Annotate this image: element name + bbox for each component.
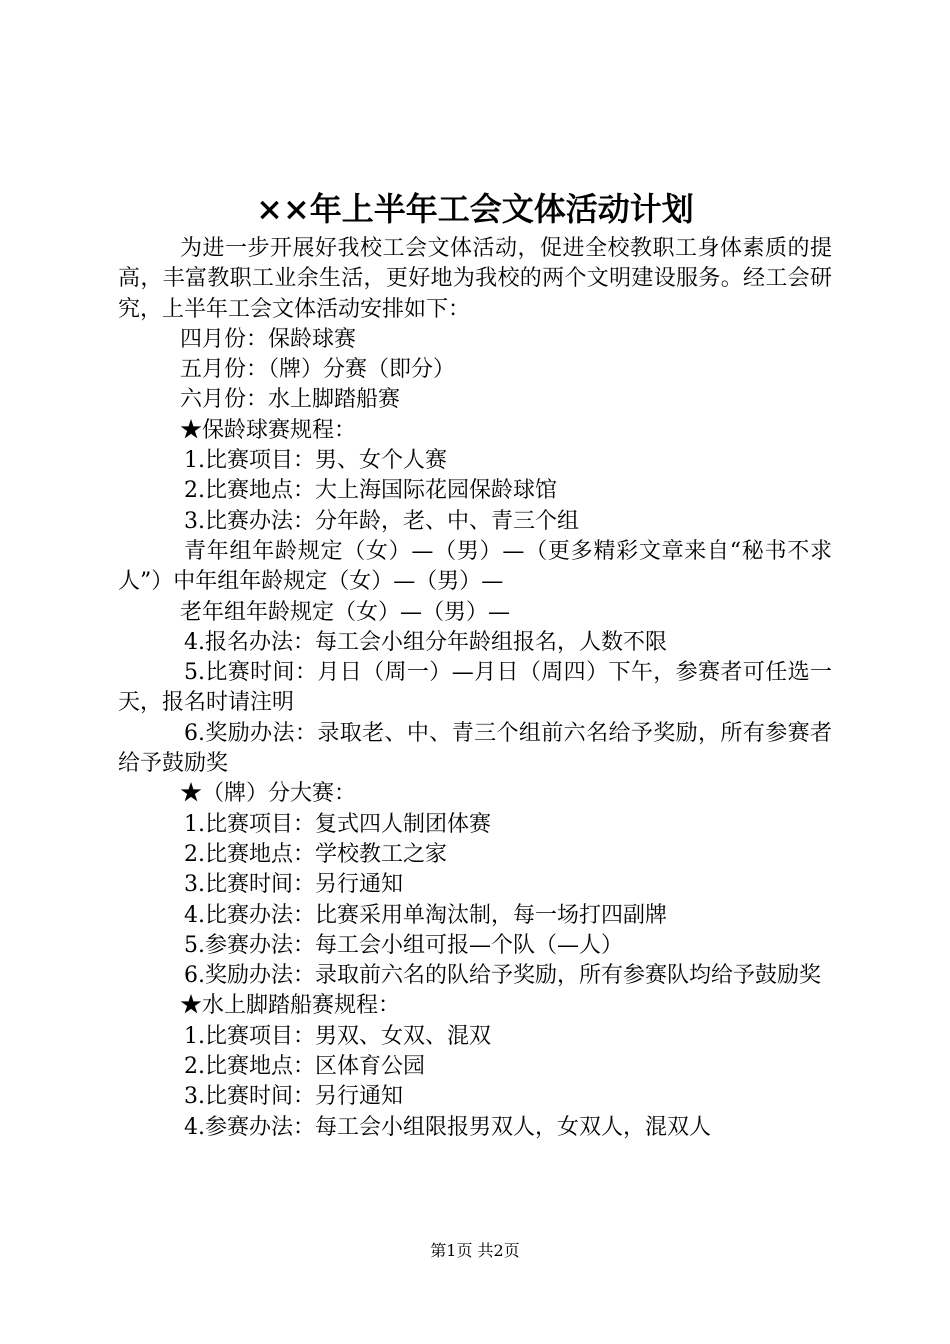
list-item: 6.奖励办法：录取前六名的队给予奖励，所有参赛队均给予鼓励奖 bbox=[184, 963, 821, 989]
list-item: 青年组年龄规定（女）—（男）—（更多精彩文章来自“秘书不求人”）中年组年龄规定（女）—（男）— bbox=[118, 538, 832, 595]
list-item: 2.比赛地点：学校教工之家 bbox=[184, 841, 447, 867]
paragraph-intro: 为进一步开展好我校工会文体活动，促进全校教职工身体素质的提高，丰富教职工业余生活，更好地为我校的两个文明建设服务。经工会研究，上半年工会文体活动安排如下： bbox=[118, 236, 832, 322]
section-heading-cards: ★（牌）分大赛： bbox=[180, 781, 357, 807]
schedule-june: 六月份：水上脚踏船赛 bbox=[180, 387, 401, 413]
schedule-april: 四月份：保龄球赛 bbox=[180, 326, 357, 352]
list-item: 3.比赛时间：另行通知 bbox=[184, 1084, 403, 1110]
section-heading-boat: ★水上脚踏船赛规程： bbox=[180, 993, 401, 1019]
schedule-may: 五月份：（牌）分赛（即分） bbox=[180, 357, 456, 383]
document-body bbox=[118, 234, 832, 1143]
list-item: 1.比赛项目：男双、女双、混双 bbox=[184, 1023, 491, 1049]
list-item: 1.比赛项目：复式四人制团体赛 bbox=[184, 811, 491, 837]
page-footer: 第1页 共2页 bbox=[430, 1241, 520, 1260]
list-item: 2.比赛地点：区体育公园 bbox=[184, 1054, 425, 1080]
list-item: 4.报名办法：每工会小组分年龄组报名，人数不限 bbox=[184, 629, 667, 655]
section-heading-bowling: ★保龄球赛规程： bbox=[180, 417, 357, 443]
list-item: 1.比赛项目：男、女个人赛 bbox=[184, 448, 447, 474]
list-item: 老年组年龄规定（女）—（男）— bbox=[180, 599, 511, 625]
list-item: 3.比赛时间：另行通知 bbox=[184, 872, 403, 898]
list-item: 3.比赛办法：分年龄，老、中、青三个组 bbox=[184, 508, 579, 534]
list-item: 4.参赛办法：每工会小组限报男双人，女双人，混双人 bbox=[184, 1114, 711, 1140]
list-item: 6.奖励办法：录取老、中、青三个组前六名给予奖励，所有参赛者给予鼓励奖 bbox=[118, 720, 832, 777]
list-item: 5.比赛时间：月日（周一）—月日（周四）下午，参赛者可任选一天，报名时请注明 bbox=[118, 660, 832, 716]
list-item: 5.参赛办法：每工会小组可报—个队（—人） bbox=[184, 932, 623, 958]
list-item: 4.比赛办法：比赛采用单淘汰制，每一场打四副牌 bbox=[184, 902, 667, 928]
list-item: 2.比赛地点：大上海国际花园保龄球馆 bbox=[184, 478, 557, 504]
document-title: ××年上半年工会文体活动计划 bbox=[256, 190, 694, 228]
